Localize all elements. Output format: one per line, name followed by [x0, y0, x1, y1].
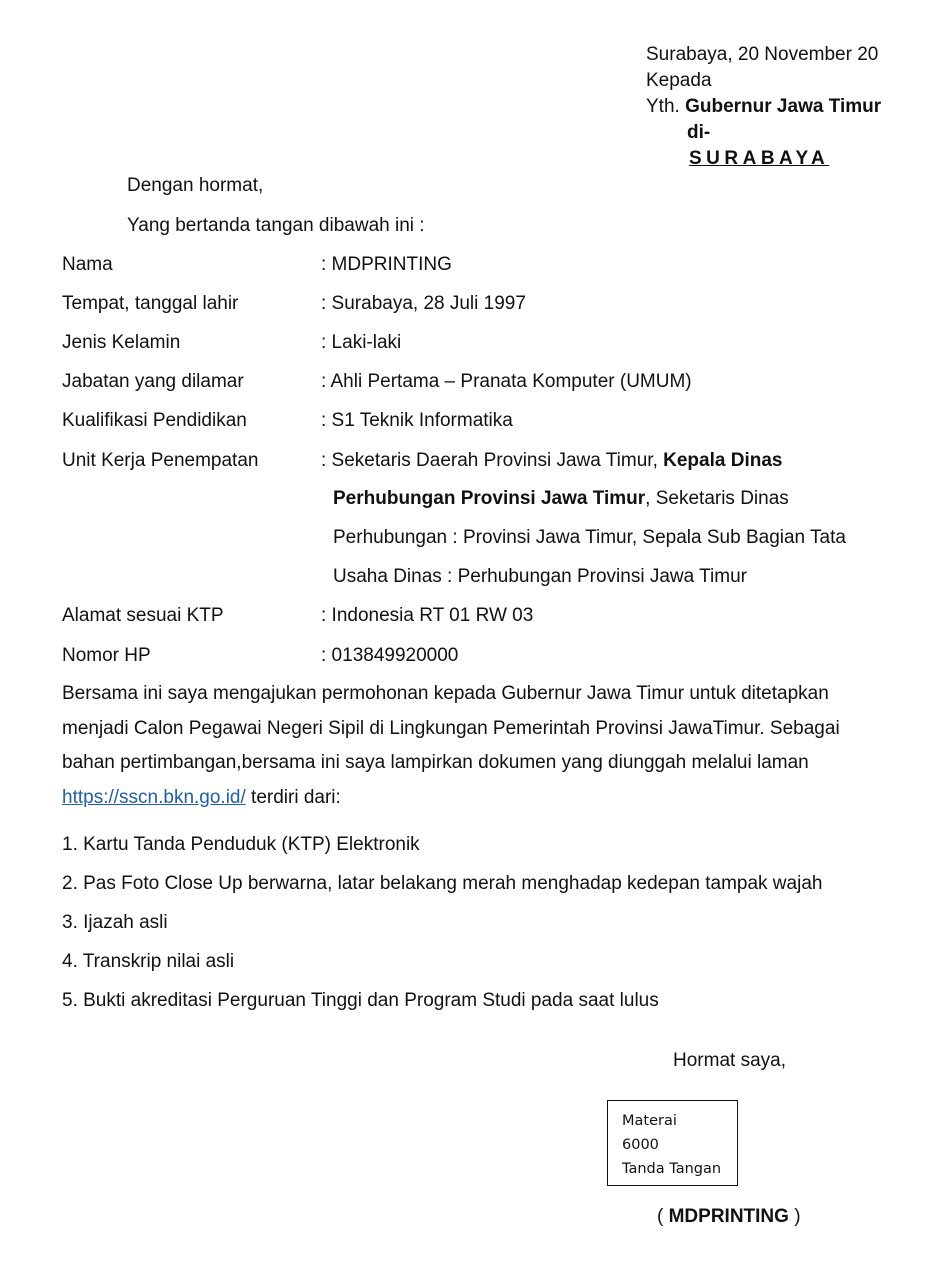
body-paragraph	[62, 677, 892, 815]
unit-kerja-line-4: Usaha Dinas : Perhubungan Provinsi Jawa Timur	[333, 566, 747, 587]
unit-kerja-bold: Perhubungan Provinsi Jawa Timur	[333, 488, 646, 509]
field-label: Kualifikasi Pendidikan	[62, 410, 247, 431]
intro-line: Yang bertanda tangan dibawah ini :	[127, 215, 425, 236]
yth-prefix: Yth.	[646, 96, 680, 117]
stamp-line: 6000	[622, 1137, 659, 1153]
field-value: : Indonesia RT 01 RW 03	[321, 605, 534, 626]
field-value: : Surabaya, 28 Juli 1997	[321, 293, 526, 314]
materai-stamp-box	[607, 1100, 738, 1186]
field-label: Jenis Kelamin	[62, 332, 181, 353]
unit-kerja-line-1	[321, 450, 782, 472]
list-item: 2. Pas Foto Close Up berwarna, latar belakang merah menghadap kedepan tampak wajah	[62, 873, 823, 894]
sign-paren-open: (	[657, 1206, 669, 1227]
field-value: : Ahli Pertama – Pranata Komputer (UMUM)	[321, 371, 692, 392]
recipient-name: Gubernur Jawa Timur	[685, 96, 882, 117]
list-item: 4. Transkrip nilai asli	[62, 951, 235, 972]
field-label: Jabatan yang dilamar	[62, 371, 244, 392]
list-item: 1. Kartu Tanda Penduduk (KTP) Elektronik	[62, 834, 420, 855]
recipient-line	[646, 96, 881, 118]
signature-name	[657, 1206, 801, 1228]
salutation: Dengan hormat,	[127, 175, 264, 196]
di-text: di-	[687, 122, 711, 143]
field-label: Unit Kerja Penempatan	[62, 450, 259, 471]
unit-kerja-line-3: Perhubungan : Provinsi Jawa Timur, Sepala Sub Bagian Tata	[333, 527, 846, 548]
unit-kerja-bold: Kepala Dinas	[663, 450, 783, 471]
field-value: : MDPRINTING	[321, 254, 452, 275]
unit-kerja-line-2	[333, 488, 789, 510]
city-line	[689, 148, 829, 170]
letter-date: Surabaya, 20 November 20	[646, 44, 879, 65]
field-value: : Laki-laki	[321, 332, 402, 353]
body-after-link: terdiri dari:	[245, 786, 341, 808]
field-value: : 013849920000	[321, 645, 459, 666]
field-label: Alamat sesuai KTP	[62, 605, 224, 626]
kepada-text: Kepada	[646, 70, 712, 91]
unit-kerja-text: , Seketaris Dinas	[645, 488, 789, 509]
stamp-line: Materai	[622, 1113, 677, 1129]
field-label: Nama	[62, 254, 113, 275]
signer-name: MDPRINTING	[668, 1206, 789, 1227]
closing-regards: Hormat saya,	[673, 1050, 786, 1071]
field-label: Tempat, tanggal lahir	[62, 293, 239, 314]
sscn-link[interactable]: https://sscn.bkn.go.id/	[62, 786, 246, 808]
field-value: : S1 Teknik Informatika	[321, 410, 513, 431]
stamp-line: Tanda Tangan	[622, 1161, 722, 1177]
body-text: Bersama ini saya mengajukan permohonan kepada Gubernur Jawa Timur untuk ditetapkan menjadi Calon Pegawai Negeri Sipil di Lingkungan Pemerintah Provinsi JawaTimur. Sebagai bahan pertimbangan,bersama ini saya lampirkan dokumen yang diunggah melalui laman	[62, 683, 840, 773]
sign-paren-close: )	[788, 1206, 801, 1227]
field-label: Nomor HP	[62, 645, 151, 666]
unit-kerja-text: : Seketaris Daerah Provinsi Jawa Timur,	[321, 450, 664, 471]
list-item: 3. Ijazah asli	[62, 912, 168, 933]
list-item: 5. Bukti akreditasi Perguruan Tinggi dan Program Studi pada saat lulus	[62, 990, 659, 1011]
recipient-city: SURABAYA	[689, 148, 830, 169]
